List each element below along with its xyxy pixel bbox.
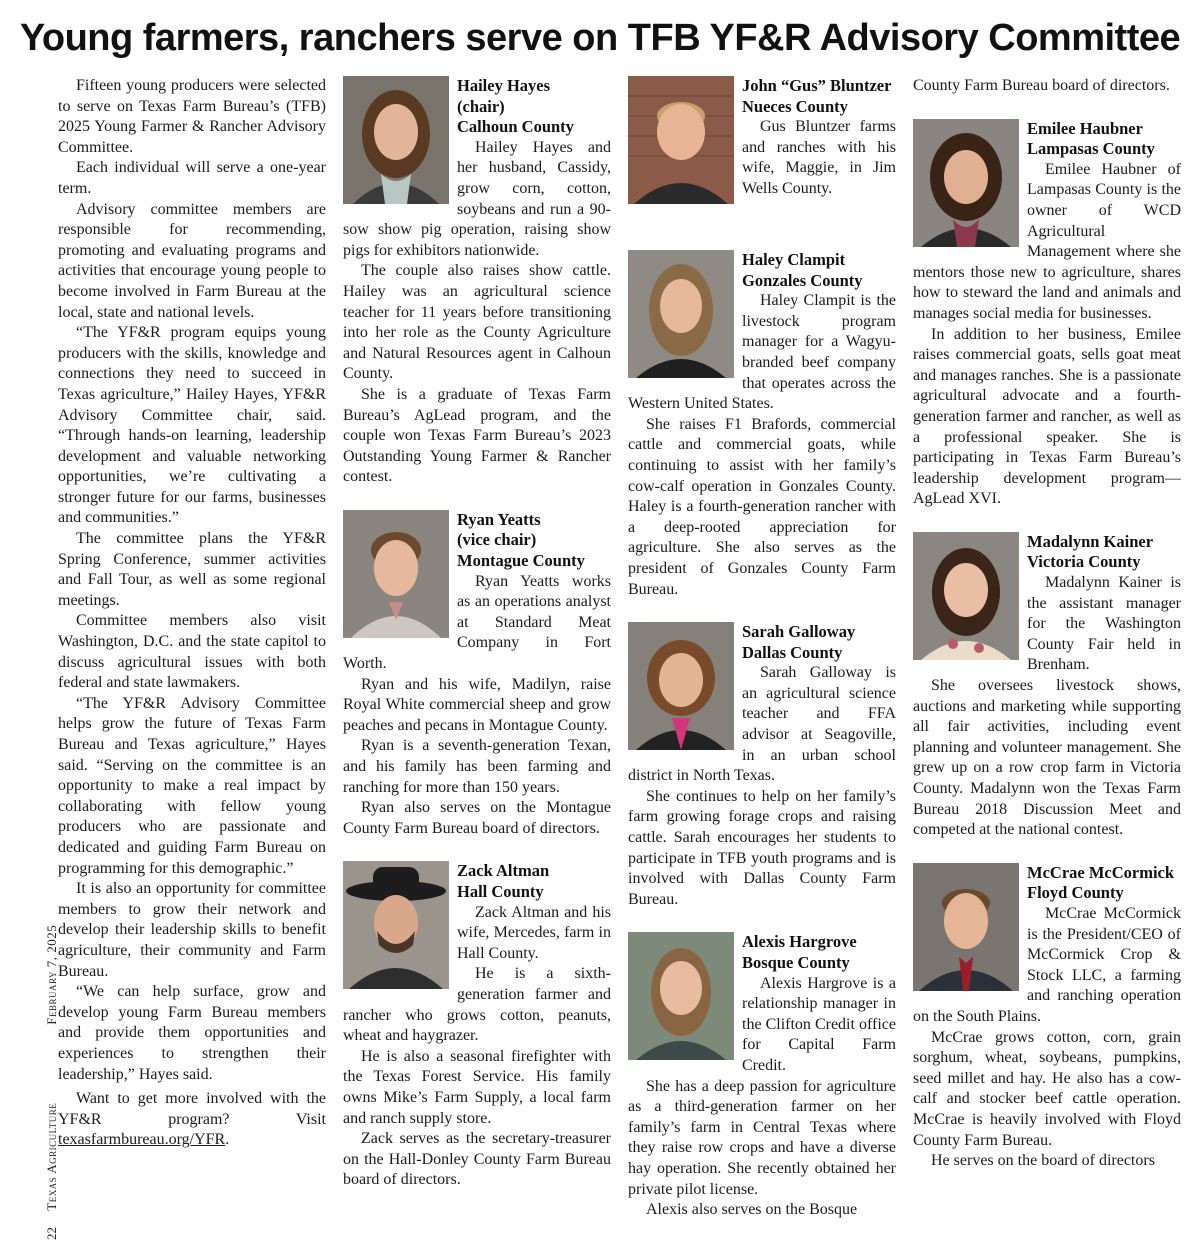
profile-paragraph: McCrae grows cotton, corn, grain sorghum, wheat, soybeans, pumpkins, seed millet and hay. He also has a cow-calf and stocker beef cattle operation. McCrae is heavily involved with Floyd County Farm Bureau. [913,1028,1181,1149]
profile-paragraph: Madalynn Kainer is the assistant manager for the Washington County Fair held in Brenham. [1027,574,1181,674]
profile-paragraph: She oversees livestock shows, auctions and marketing while supporting all fair activities, including event planning and volunteer management. She grew up on a row crop farm in Victoria County. Madalynn won the Texas Farm Bureau 2018 Discussion Meet and competed at the national contest. [913,677,1181,839]
portrait-illustration [343,861,449,989]
profile-paragraph: Emilee Haubner of Lampasas County is the owner of WCD Agricultural Management where she mentors those new to agriculture, shares how to steward the land and animals and manages social media for businesses. [913,160,1181,322]
yfr-link[interactable]: texasfarmbureau.org/YFR [58,1131,226,1149]
intro-paragraph: It is also an opportunity for committee members to grow their network and develop their leadership skills to benefit agriculture, their community and Farm Bureau. [58,880,326,980]
profile-paragraph: Alexis also serves on the Bosque [646,1201,858,1219]
column-intro [58,76,326,1246]
portrait-illustration [628,76,734,204]
profile-paragraph: He is also a seasonal firefighter with the Texas Forest Service. His family owns Mike’s Farm Supply, a local farm and ranch supply store. [343,1047,611,1127]
intro-paragraph: The committee plans the YF&R Spring Conference, summer activities and Fall Tour, as well as some regional meetings. [58,530,326,609]
profile-paragraph: She raises F1 Brafords, commercial cattle and commercial goats, while continuing to assist with her family’s cow-calf operation in Gonzales County. Haley is a fourth-generation rancher with a deep-rooted appreciation for agriculture. She also serves as the president of Gonzales County Farm Bureau. [628,415,896,598]
spacer [913,97,1181,119]
intro-paragraph: Committee members also visit Washington, D.C. and the state capitol to discuss agricultural issues with both federal and state lawmakers. [58,612,326,692]
profile-county: Calhoun County [457,117,574,137]
profile-county: Lampasas County [1027,139,1155,159]
profile-paragraph: Ryan Yeatts works as an operations analyst at Standard Meat Company in Fort Worth. [343,572,611,673]
profile-county: Victoria County [1027,552,1141,572]
profile-madalynn-kainer [913,532,1181,841]
profile-paragraph: Sarah Galloway is an agricultural science teacher and FFA advisor at Seagoville, in an urban school district in North Texas. [628,664,896,785]
portrait-photo [913,532,1019,660]
profile-name: John “Gus” Bluntzer [742,76,892,95]
profile-hailey-hayes [343,76,611,488]
closing-paragraph [58,1089,326,1151]
closing-end: . [225,1131,230,1149]
portrait-illustration [913,119,1019,247]
portrait-illustration [343,510,449,638]
spacer [628,910,896,932]
spacer [913,841,1181,863]
intro-paragraph: Each individual will serve a one-year term. [58,159,326,197]
profile-gus-bluntzer [628,76,896,200]
profile-name: Sarah Galloway [742,622,856,642]
portrait-illustration [628,250,734,378]
portrait-illustration [628,622,734,750]
portrait-photo [343,510,449,638]
portrait-photo [628,932,734,1060]
profile-paragraph: The couple also raises show cattle. Hailey was an agricultural science teacher for 11 years before transitioning into her role as the County Agriculture and Natural Resources agent in Calhoun County. [343,262,611,383]
portrait-photo [628,76,734,204]
portrait-photo [343,76,449,204]
profile-sarah-galloway [628,622,896,910]
portrait-illustration [628,932,734,1060]
closing-text: Want to get more involved with the YF&R program? Visit [58,1090,326,1128]
profile-paragraph: Ryan also serves on the Montague County Farm Bureau board of directors. [343,799,611,837]
profile-county: Floyd County [1027,883,1124,903]
intro-paragraph: Advisory committee members are responsible for recommending, promoting and evaluating programs and activities that encourage young people to become involved in Farm Bureau at the local, state and national levels. [58,200,326,321]
profile-county: Dallas County [742,642,843,662]
portrait-illustration [913,863,1019,991]
portrait-photo [343,861,449,989]
profile-county: Montague County [457,551,585,571]
profile-haley-clampit [628,250,896,600]
portrait-illustration [913,532,1019,660]
profile-paragraph: She is a graduate of Texas Farm Bureau’s AgLead program, and the couple won Texas Farm Bureau’s 2023 Outstanding Young Farmer & Rancher contest. [343,385,611,486]
profile-role: (chair) [457,96,505,116]
portrait-photo [628,622,734,750]
profile-paragraph: She has a deep passion for agriculture as a third-generation farmer on her family’s farm in Central Texas where they raise row crops and have a diverse hay operation. She recently obtained her private pilot license. [628,1077,896,1198]
profile-paragraph: Hailey Hayes and her husband, Cassidy, grow corn, cotton, soybeans and run a 90-sow show pig operation, raising show pigs for exhibitors nationwide. [343,138,611,259]
profile-paragraph: McCrae McCormick is the President/CEO of McCormick Crop & Stock LLC, a farming and ranching operation on the South Plains. [913,904,1181,1025]
profile-county: Nueces County [742,96,848,116]
portrait-photo [913,119,1019,247]
profile-paragraph: He serves on the board of directors [931,1152,1155,1170]
profile-paragraph: Alexis Hargrove is a relationship manager in the Clifton Credit office for Capital Farm Credit. [742,974,896,1074]
profile-name: Ryan Yeatts [457,509,541,529]
spacer [913,510,1181,532]
profile-name: McCrae McCormick [1027,862,1175,882]
profile-county: Hall County [457,881,544,901]
profile-alexis-hargrove [628,932,896,1220]
spacer [343,488,611,510]
profile-ryan-yeatts [343,510,611,840]
profile-paragraph: Haley Clampit is the livestock program manager for a Wagyu-branded beef company that operates across the Western United States. [628,292,896,413]
profile-name: Haley Clampit [742,250,846,269]
profile-paragraph: Ryan and his wife, Madilyn, raise Royal White commercial sheep and grow peaches and pecans in Montague County. [343,675,611,734]
profile-zack-altman [343,861,611,1191]
profile-emilee-haubner [913,119,1181,510]
intro-paragraph: “The YF&R program equips young producers with the skills, knowledge and connections they need to succeed in Texas agriculture,” Hailey Hayes, YF&R Advisory Committee chair, said. “Through hands-on learning, leadership development and valuable networking opportunities, we’re cultivating a stronger future for our farms, businesses and communities.” [58,324,326,527]
profile-continued: County Farm Bureau board of directors. [913,77,1170,94]
page-number: 22 [44,1227,59,1240]
profile-paragraph: Zack serves as the secretary-treasurer on the Hall-Donley County Farm Bureau board of directors. [343,1130,611,1189]
portrait-photo [628,250,734,378]
issue-date: February 7, 2025 [44,924,59,1025]
profile-name: Zack Altman [457,861,550,881]
profile-name: Alexis Hargrove [742,932,857,952]
profile-paragraph: He is a sixth-generation farmer and rancher who grows cotton, peanuts, wheat and haygrazer. [343,965,611,1045]
profile-mccrae-mccormick [913,863,1181,1172]
profile-paragraph: Gus Bluntzer farms and ranches with his wife, Maggie, in Jim Wells County. [742,118,896,197]
publication-name: Texas Agriculture [44,1102,59,1211]
column-3 [628,76,896,1246]
profile-paragraph: She continues to help on her family’s farm growing forage crops and raising cattle. Sarah encourages her students to participate in TFB youth programs and is involved with Dallas County Farm Bureau. [628,787,896,908]
profile-paragraph: In addition to her business, Emilee raises commercial goats, sells goat meat and manages ranches. She is a passionate agricultural advocate and a fourth-generation farmer and rancher, as well as a professional speaker. She is participating in Texas Farm Bureau’s leadership development program—AgLead XVI. [913,325,1181,508]
intro-paragraph: “We can help surface, grow and develop young Farm Bureau members and provide them opportunities and experiences to strengthen their leadership,” Hayes said. [58,983,326,1083]
profile-paragraph: Ryan is a seventh-generation Texan, and his family has been farming and ranching for more than 150 years. [343,737,611,796]
intro-paragraph: “The YF&R Advisory Committee helps grow the future of Texas Farm Bureau and Texas agriculture,” Hayes said. “Serving on the committee is an opportunity to make a real impact by collaborating with fellow young producers who are passionate and dedicated and guiding Farm Bureau on programming for this demographic.” [58,694,326,877]
spacer [343,839,611,861]
profile-name: Madalynn Kainer [1027,531,1154,551]
spacer [628,600,896,622]
profile-paragraph: Zack Altman and his wife, Mercedes, farm in Hall County. [457,903,611,962]
profile-role: (vice chair) [457,530,537,550]
column-2 [343,76,611,1246]
profile-name: Hailey Hayes [457,76,551,95]
spacer [628,210,896,250]
headline: Young farmers, ranchers serve on TFB YF&R Advisory Committee [19,17,1181,59]
profile-county: Gonzales County [742,270,863,290]
portrait-illustration [343,76,449,204]
profile-name: Emilee Haubner [1027,118,1143,138]
portrait-photo [913,863,1019,991]
profile-county: Bosque County [742,953,850,972]
intro-paragraph: Fifteen young producers were selected to serve on Texas Farm Bureau’s (TFB) 2025 Young Farmer & Rancher Advisory Committee. [58,77,326,156]
column-4 [913,76,1181,1246]
